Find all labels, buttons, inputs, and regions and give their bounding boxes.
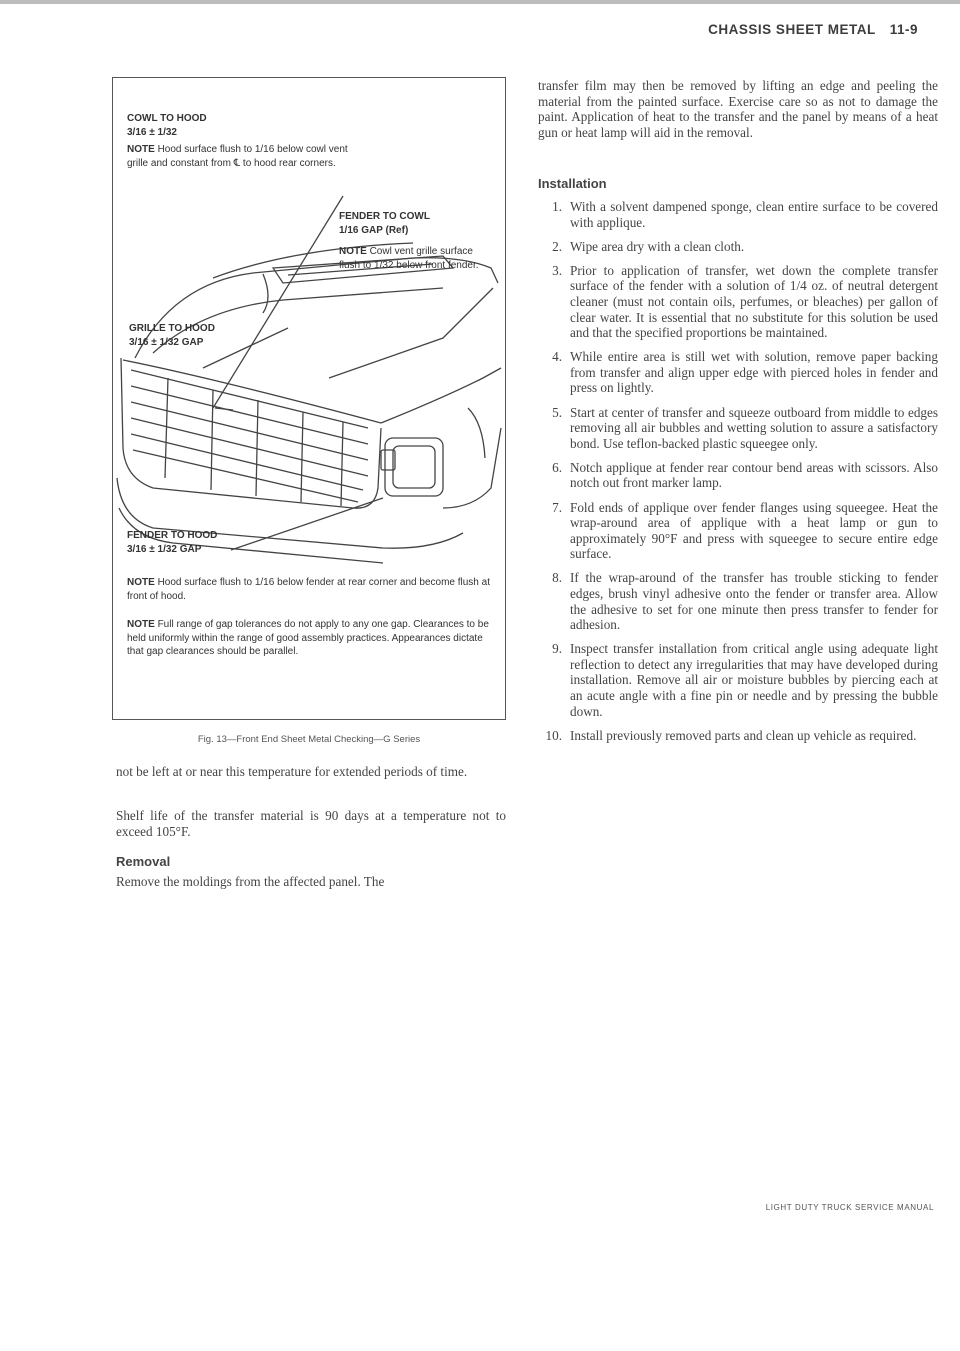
grille-hood-gap: 3/16 ± 1/32 GAP <box>129 336 204 348</box>
step-text: Start at center of transfer and squeeze outboard from middle to edges removing all air bubbles and wetting solution to assure a satisfactory bond. Use teflon-backed plastic squeegee only. <box>570 404 938 451</box>
step-number: 8. <box>552 570 562 586</box>
step-number: 1. <box>552 199 562 214</box>
step-text: Wipe area dry with a clean cloth. <box>570 238 745 254</box>
list-item <box>538 641 938 719</box>
step-number: 2. <box>552 238 562 254</box>
step-text: Prior to application of transfer, wet down the complete transfer surface of the fender with a solution of 1/4 oz. of neutral detergent cleaner (must not contain oils, perfumes, or bleaches) per gallon of clear water. It is essential that no substitute for this solution be used and that the specified proportions be maintained. <box>570 262 938 341</box>
list-item <box>538 239 938 255</box>
cowl-note-label: NOTE <box>127 144 155 155</box>
page-number: 11-9 <box>889 22 918 37</box>
step-text: Fold ends of applique over fender flanges using squeegee. Heat the wrap-around area of applique with a heat lamp or gun to approximately 90°F and press with squeegee to secure entire edge surface. <box>570 499 938 562</box>
list-item <box>538 263 938 341</box>
step-text: Inspect transfer installation from critical angle using adequate light reflection to detect any irregularities that may have developed during installation. Remove all air or moisture bubbles by piercing each at an acute angle with a fine pin or needle and by pressing the bubble down. <box>570 641 938 719</box>
cowl-to-hood-title: COWL TO HOOD <box>127 113 207 124</box>
section-title: CHASSIS SHEET METAL <box>708 22 876 37</box>
list-item <box>538 500 938 562</box>
step-text: Notch applique at fender rear contour bend areas with scissors. Also notch out front marker lamp. <box>570 459 938 491</box>
left-para-2: Shelf life of the transfer material is 90 days at a temperature not to exceed 105°F. <box>116 808 506 839</box>
page-header <box>698 22 918 37</box>
note1-label: NOTE <box>127 577 155 588</box>
installation-steps <box>538 199 938 752</box>
step-text: While entire area is still wet with solution, remove paper backing from transfer and align upper edge with pierced holes in fender and press on lightly. <box>570 349 938 396</box>
installation-heading: Installation <box>538 176 607 191</box>
note2-label: NOTE <box>127 619 155 630</box>
fender-cowl-note-text: Cowl vent grille surface flush to 1/32 below front fender. <box>339 246 479 271</box>
step-number: 7. <box>552 499 562 515</box>
list-item <box>538 405 938 452</box>
removal-heading: Removal <box>116 854 171 869</box>
fender-hood-title: FENDER TO HOOD <box>127 530 218 541</box>
list-item <box>538 349 938 396</box>
list-item <box>538 728 938 744</box>
label-grille-to-hood <box>129 322 269 349</box>
step-text: With a solvent dampened sponge, clean entire surface to be covered with applique. <box>570 199 938 230</box>
step-number: 5. <box>552 404 562 420</box>
list-item <box>538 460 938 491</box>
cowl-to-hood-gap: 3/16 ± 1/32 <box>127 126 177 138</box>
page-footer: LIGHT DUTY TRUCK SERVICE MANUAL <box>765 1203 934 1212</box>
step-text: Install previously removed parts and clean up vehicle as required. <box>570 727 917 743</box>
fender-cowl-gap: 1/16 GAP (Ref) <box>339 224 409 236</box>
note2-text: Full range of gap tolerances do not apply to any one gap. Clearances to be held uniformly within the range of good assembly practices. Appearances dictate that gap clearances should be parallel. <box>127 619 489 657</box>
figure-note-1 <box>127 576 499 603</box>
right-intro: transfer film may then be removed by lifting an edge and peeling the material from the painted surface. Exercise care so as not to damage the paint. Application of heat to the transfer and the panel by means of a heat gun or heat lamp will aid in the removal. <box>538 78 938 140</box>
figure-caption: Fig. 13—Front End Sheet Metal Checking—G Series <box>197 734 421 745</box>
step-number: 3. <box>552 262 562 278</box>
note1-text: Hood surface flush to 1/16 below fender at rear corner and become flush at front of hood. <box>127 577 490 602</box>
fender-cowl-title: FENDER TO COWL <box>339 211 430 222</box>
figure-note-2 <box>127 618 499 659</box>
label-fender-to-hood <box>127 529 267 556</box>
left-para-1: not be left at or near this temperature for extended periods of time. <box>116 764 468 779</box>
cowl-note-text: Hood surface flush to 1/16 below cowl vent grille and constant from ℄ to hood rear corners. <box>127 144 348 169</box>
step-number: 4. <box>552 349 562 365</box>
grille-hood-title: GRILLE TO HOOD <box>129 323 215 334</box>
removal-text: Remove the moldings from the affected panel. The <box>116 874 385 889</box>
fender-hood-gap: 3/16 ± 1/32 GAP <box>127 543 202 555</box>
list-item <box>538 570 938 632</box>
step-text: If the wrap-around of the transfer has trouble sticking to fender edges, brush vinyl adhesive onto the fender or transfer area. Allow the adhesive to set for one minute then press transfer to fender for adhesion. <box>570 570 938 633</box>
label-fender-to-cowl <box>339 210 489 272</box>
step-number: 10. <box>545 727 562 743</box>
label-cowl-to-hood <box>127 112 377 170</box>
step-number: 9. <box>552 641 562 657</box>
step-number: 6. <box>552 459 562 475</box>
list-item <box>538 199 938 230</box>
figure-front-end-sheet-metal <box>112 77 506 720</box>
fender-cowl-note-label: NOTE <box>339 246 367 257</box>
top-rule <box>0 0 960 4</box>
